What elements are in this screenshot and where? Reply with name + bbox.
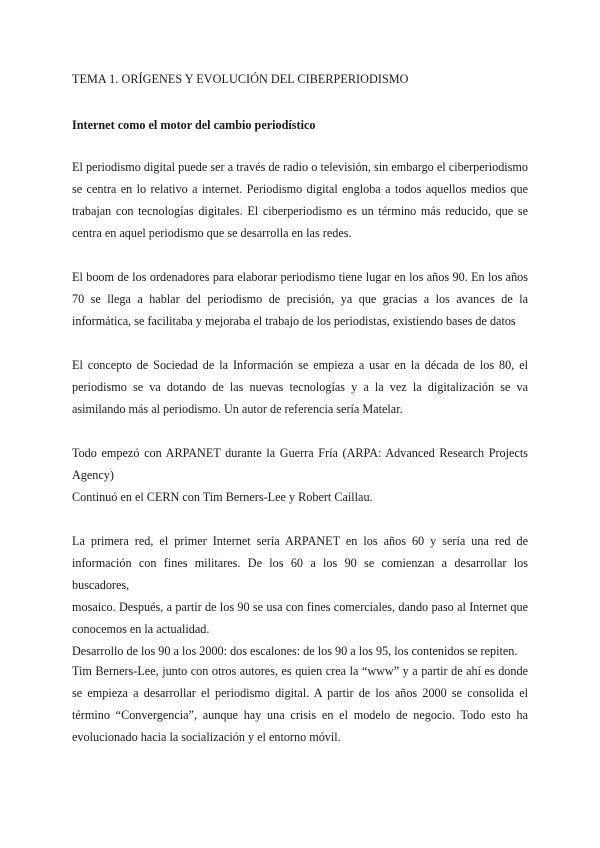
paragraph-line: se centra en lo relativo a internet. Periodismo digital engloba a todos aquellos medios que bbox=[72, 182, 528, 196]
paragraph-line: Tim Berners-Lee, junto con otros autores, es quien crea la “www” y a partir de ahí es donde bbox=[72, 664, 528, 678]
paragraph-line: 70 se llega a hablar del periodismo de precisión, ya que gracias a los avances de la bbox=[72, 292, 528, 306]
paragraph-line: término “Convergencia”, aunque hay una crisis en el modelo de negocio. Todo esto ha bbox=[72, 708, 528, 722]
paragraph-first-network bbox=[72, 530, 528, 662]
paragraph-line: mosaico. Después, a partir de los 90 se usa con fines comerciales, dando paso al Internet que bbox=[72, 600, 528, 614]
paragraph-line: información con fines militares. De los 60 a los 90 se comienzan a desarrollar los buscadores, bbox=[72, 556, 528, 592]
paragraph-line: Continuó en el CERN con Tim Berners-Lee y Robert Caillau. bbox=[72, 490, 373, 504]
paragraph-line: El periodismo digital puede ser a través de radio o televisión, sin embargo el ciberperiodismo bbox=[72, 160, 528, 174]
paragraph-line: El concepto de Sociedad de la Información se empieza a usar en la década de los 80, el bbox=[72, 358, 528, 372]
paragraph-arpanet-origin bbox=[72, 442, 528, 508]
paragraph-line: Agency) bbox=[72, 468, 114, 482]
paragraph-line: El boom de los ordenadores para elaborar periodismo tiene lugar en los años 90. En los años bbox=[72, 270, 528, 284]
paragraph-line: asimilando más al periodismo. Un autor de referencia sería Matelar. bbox=[72, 402, 403, 416]
paragraph-line: La primera red, el primer Internet sería ARPANET en los años 60 y sería una red de bbox=[72, 534, 528, 548]
paragraph-line: conocemos en la actualidad. bbox=[72, 622, 210, 636]
section-heading: Internet como el motor del cambio periodístico bbox=[72, 118, 316, 132]
paragraph-information-society bbox=[72, 354, 528, 420]
paragraph-digital-journalism bbox=[72, 156, 528, 244]
paragraph-line: trabajan con tecnologías digitales. El ciberperiodismo es un término más reducido, que se bbox=[72, 204, 528, 218]
paragraph-line: centra en aquel periodismo que se desarrolla en las redes. bbox=[72, 226, 352, 240]
paragraph-line: Todo empezó con ARPANET durante la Guerra Fría (ARPA: Advanced Research Projects bbox=[72, 446, 528, 460]
paragraph-line: se empieza a desarrollar el periodismo digital. A partir de los años 2000 se consolida el bbox=[72, 686, 528, 700]
paragraph-www-convergence bbox=[72, 660, 528, 748]
paragraph-line: evolucionado hacia la socialización y el entorno móvil. bbox=[72, 730, 341, 744]
paragraph-computer-boom bbox=[72, 266, 528, 332]
document-title: TEMA 1. ORÍGENES Y EVOLUCIÓN DEL CIBERPERIODISMO bbox=[72, 72, 409, 86]
paragraph-line: informática, se facilitaba y mejoraba el trabajo de los periodistas, existiendo bases de datos bbox=[72, 314, 516, 328]
paragraph-line: Desarrollo de los 90 a los 2000: dos escalones: de los 90 a los 95, los contenidos se repiten. bbox=[72, 644, 518, 658]
paragraph-line: periodismo se va dotando de las nuevas tecnologías y a la vez la digitalización se va bbox=[72, 380, 528, 394]
